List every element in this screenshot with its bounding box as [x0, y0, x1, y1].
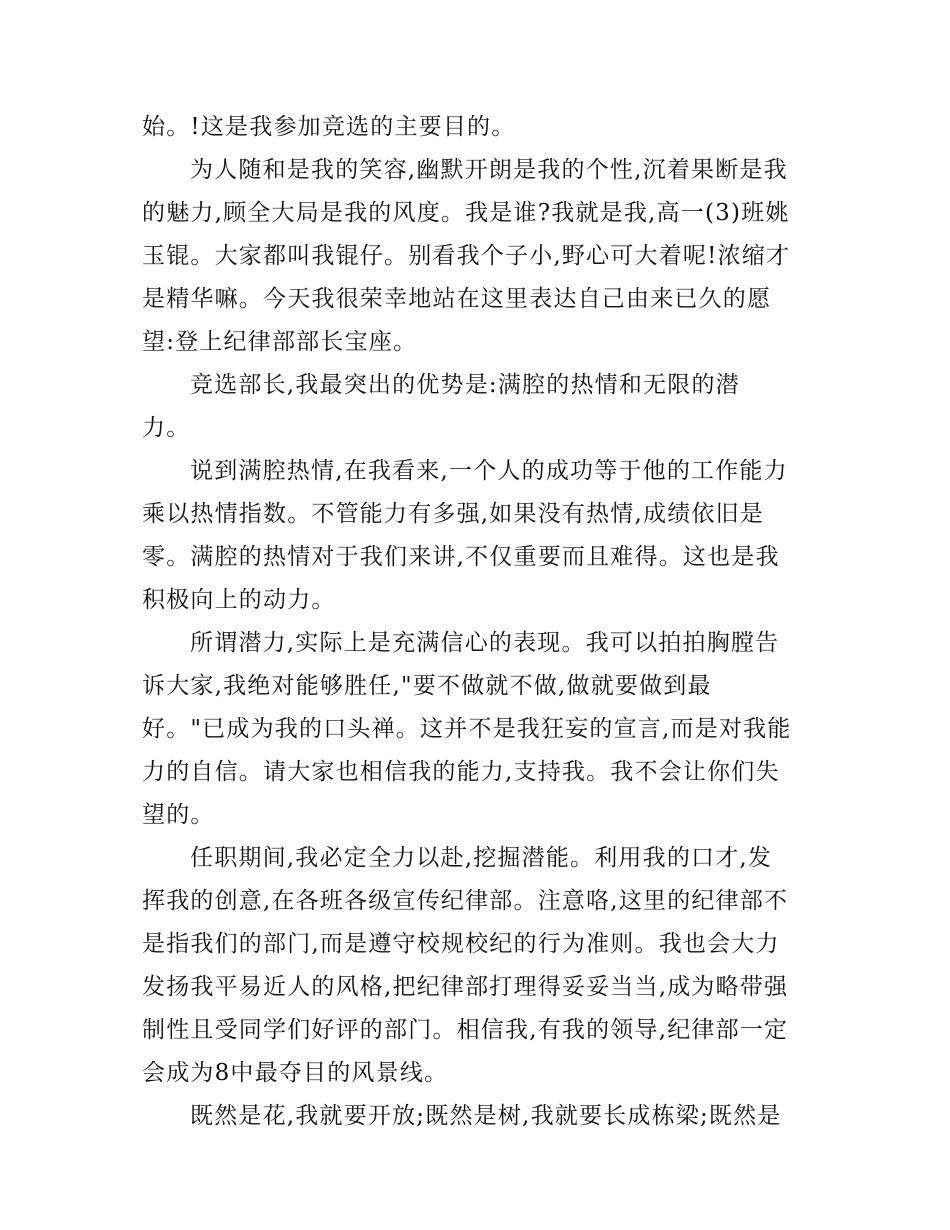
text-line: 发扬我平易近人的风格,把纪律部打理得妥妥当当,成为略带强 [142, 974, 789, 1000]
text-line: 乘以热情指数。不管能力有多强,如果没有热情,成绩依旧是 [142, 501, 765, 527]
text-line: 好。"已成为我的口头禅。这并不是我狂妄的宣言,而是对我能 [142, 716, 792, 742]
text-line: 是指我们的部门,而是遵守校规校纪的行为准则。我也会大力 [142, 931, 780, 957]
text-line: 会成为8中最夺目的风景线。 [142, 1060, 449, 1086]
text-line: 所谓潜力,实际上是充满信心的表现。我可以拍拍胸膛告 [190, 630, 780, 656]
text-line: 诉大家,我绝对能够胜任,"要不做就不做,做就要做到最 [142, 673, 712, 699]
text-line: 既然是花,我就要开放;既然是树,我就要长成栋梁;既然是 [190, 1103, 782, 1129]
text-line: 制性且受同学们好评的部门。相信我,有我的领导,纪律部一定 [142, 1017, 789, 1043]
text-line: 积极向上的动力。 [142, 587, 336, 613]
text-line: 是精华嘛。今天我很荣幸地站在这里表达自己由来已久的愿 [142, 286, 772, 312]
text-line: 零。满腔的热情对于我们来讲,不仅重要而且难得。这也是我 [142, 544, 780, 570]
text-line: 望的。 [142, 802, 215, 828]
text-line: 说到满腔热情,在我看来,一个人的成功等于他的工作能力 [190, 458, 788, 484]
text-line: 玉锟。大家都叫我锟仔。别看我个子小,野心可大着呢!浓缩才 [142, 243, 791, 269]
text-line: 力的自信。请大家也相信我的能力,支持我。我不会让你们失 [142, 759, 780, 785]
text-line: 为人随和是我的笑容,幽默开朗是我的个性,沉着果断是我 [190, 157, 788, 183]
text-line: 挥我的创意,在各班各级宣传纪律部。注意咯,这里的纪律部不 [142, 888, 789, 914]
text-line: 任职期间,我必定全力以赴,挖掘潜能。利用我的口才,发 [190, 845, 773, 871]
text-line: 始。!这是我参加竞选的主要目的。 [142, 114, 516, 140]
document-body [142, 106, 814, 1138]
text-line: 望:登上纪律部部长宝座。 [142, 329, 418, 355]
text-line: 力。 [142, 415, 191, 441]
text-line: 的魅力,顾全大局是我的风度。我是谁?我就是我,高一(3)班姚 [142, 200, 790, 226]
text-line: 竞选部长,我最突出的优势是:满腔的热情和无限的潜 [190, 372, 740, 398]
